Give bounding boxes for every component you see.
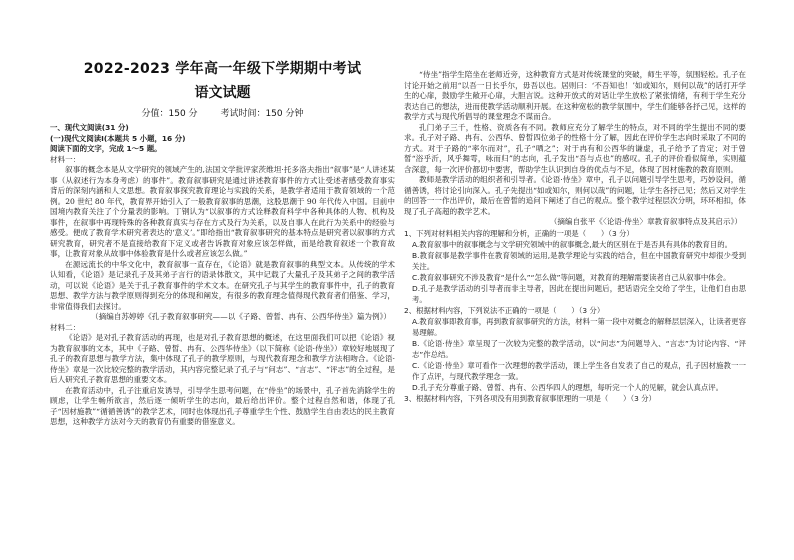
- question-2-option-b: B.《论语·侍坐》章呈现了一次较为完整的教学活动，以“问志”为问题导入、“言志”为讨论内容、“评志”作总结。: [412, 338, 746, 359]
- question-2-option-d: D.孔子充分尊重子路、曾皙、冉有、公西华四人的理想，每听完一个人的见解，就会认真点评。: [412, 382, 724, 392]
- left-column: [50, 0, 395, 560]
- subject-title: 语文试题: [194, 85, 251, 101]
- question-1-option-a: A.教育叙事中的叙事概念与文学研究领域中的叙事概念,最大的区别在于是否具有具体的教育目的。: [412, 239, 733, 249]
- right-paragraph: “侍坐”指学生陪坐在老师近旁，这种教育方式是对传统课堂的突破，师生平等，氛围轻松。孔子在讨论开始之前用“以吾一日长乎尔，毋吾以也。居则曰：‘不吾知也！’如或知尔，则何以哉”的话打开学生的心扉，鼓励学生敞开心扉，大胆言说。这种开放式的对话让学生放松了紧张情绪，有利于学生充分表达自己的想法，进而使教学活动顺利开展。在这种宽松的教学氛围中，学生们能够各抒己见，这样的教学方式与现代所倡导的课堂理念不谋而合。: [404, 70, 746, 121]
- material1-paragraph: 在源远流长的中华文化中，教育叙事一直存在，《论语》就是教育叙事的典型文本。从传统的学术认知看，《论语》是记录孔子及其弟子言行的语录体散文，其中记载了大量孔子及其弟子之间的教学活动，可以说《论语》是关于孔子教育事件的学术文本。在研究孔子与其学生的教育事件中，孔子的教育思想、教学方法与教学原则得到充分的体现和阐发，有很多的教育理念值得现代教育者们借鉴、学习，非常值得我们去探讨。: [50, 259, 395, 311]
- score-label: 分值：150 分: [141, 109, 198, 119]
- material1-label: 材料一：: [50, 154, 81, 164]
- material2-paragraph: 在教育活动中，孔子注重启发诱导，引导学生思考问题，在“侍坐”的场景中，孔子首先消除学生的顾虑，让学生畅所欲言，然后逐一倾听学生的志向，最后给出评价。整个过程自然和谐，体现了孔子“因材施教”“循循善诱”的教学艺术，同时也体现出孔子尊重学生个性、鼓励学生自由表达的民主教育思想，这种教学方法对今天的教育仍有重要的借鉴意义。: [50, 385, 395, 426]
- question-1-stem: 1、下列对材料相关内容的理解和分析，正确的一项是（ ）（3 分）: [404, 228, 634, 238]
- material2-label: 材料二：: [50, 322, 81, 332]
- instruction: 阅读下面的文字，完成 1～5 题。: [50, 144, 162, 153]
- section-heading: 一、现代文阅读(31 分): [50, 123, 129, 132]
- right-column: [404, 0, 746, 560]
- time-label: 考试时间：150 分钟: [220, 109, 304, 119]
- right-paragraph: 孔门弟子三千，性格、资质各有不同。教师应充分了解学生的特点，对不同的学生提出不同的要求。孔子对子路、冉有、公西华、曾皙四位弟子的性格十分了解，因此在评价学生志向时采取了不同的方式。对于子路的“率尔而对”，孔子“哂之”；对于冉有和公西华的谦虚，孔子给予了肯定；对于曾皙“浴乎沂，风乎舞雩，咏而归”的志向，孔子发出“吾与点也”的感叹。孔子的评价看似简单，实则蕴含深意，每一次评价都切中要害，帮助学生认识到自身的优点与不足，体现了因材施教的教育原则。: [404, 122, 746, 174]
- question-2-option-a: A.教育叙事即教育事，再到教育叙事研究的方法，材料一第一段中对概念的解释层层深入，让读者更容易理解。: [412, 316, 746, 337]
- question-2-option-c: C.《论语·侍坐》章可看作一次理想的教学活动，课上学生各自发表了自己的观点，孔子因材施教一一作了点评，与现代教学理念一致。: [412, 360, 746, 381]
- right-source: （摘编自张平《〈论语·侍坐〉章教育叙事特点及其启示》）: [549, 217, 742, 226]
- material1-source: （摘编自苏婷婷《孔子教育叙事研究——以《子路、曾皙、冉有、公西华侍坐》篇为例》）: [91, 312, 391, 321]
- right-body: [404, 70, 746, 404]
- question-3-stem: 3、根据材料内容，下列各项没有用到教育叙事原理的一项是（ ）（3 分）: [404, 393, 656, 403]
- exam-meta: [50, 106, 395, 119]
- question-1-option-b: B.教育叙事是教学事件在教育领域的运用,是教学理论与实践的结合，但在中国教育研究中却很少受到关注。: [412, 250, 746, 271]
- material2-paragraph: 《论语》是对孔子教育活动的再现，也是对孔子教育思想的概述，在这里面我们可以把《论语》视为教育叙事的文本，其中《子路、曾皙、冉有、公西华侍坐》（以下简称《论语·侍坐》）章较好地展现了孔子的教育思想与教学方法，集中体现了孔子的教学原则，与现代教育理念和教学方法相吻合。《论语·侍坐》章是一次比较完整的教学活动，其内容完整记录了孔子与“问志”、“言志”、“评志”的全过程，是后人研究孔子教育思想的重要文本。: [50, 333, 395, 384]
- question-2-stem: 2、根据材料内容，下列说法不正确的一项是（ ）（3 分）: [404, 305, 605, 315]
- right-paragraph: 教师是教学活动的组织者和引导者。《论语·侍坐》章中，孔子以问题引导学生思考，巧妙设问，循循善诱，将讨论引向深入。孔子先提出“如或知尔，则何以哉”的问题，让学生各抒己见；然后又对学生的回答一一作出评价，最后在曾皙的追问下阐述了自己的观点。整个教学过程层次分明，环环相扣，体现了孔子高超的教学艺术。: [404, 175, 746, 216]
- question-1-option-c: C.教育叙事研究不涉及教育“是什么”“怎么做”等问题，对教育的理解需要读者自己从叙事中体会。: [412, 272, 731, 282]
- question-1-option-d: D.孔子是教学活动的引导者而非主导者，因此在提出问题后，把话语完全交给了学生，让他们自由思考。: [412, 283, 746, 304]
- subsection-heading: (一)现代文阅读Ⅰ(本题共 5 小题，16 分): [50, 133, 186, 143]
- left-body: [50, 123, 395, 428]
- exam-title: 2022-2023 学年高一年级下学期期中考试: [83, 61, 362, 77]
- material1-paragraph: 叙事的概念本是从文学研究的领域产生的,法国文学批评家茨维坦·托多洛夫指出“叙事”是“人讲述某事（从叙述行为本身考虑）的事件”。教育叙事研究是通过讲述教育事件的方式让受述者感受教育事实背后的深刻内涵和人文思想。教育叙事探究教育理论与实践的关系，是教学者适用于教育领域的一个范例。20 世纪 80 年代，教育界开始引入了一般教育叙事的思潮，这股思潮于 90 年代传入中国。目前中国境内教育关注了个分量表的影响。丁钢认为“以叙事的方式诠释教育科学中各种具体的人物、机构及事件，在叙事中再现特殊的各种教育真实与存在方式及行为关系，以及自事人在此行为关系中的经验与感受。便成了教育学术研究者表达的‘意义’。”即给指出“教育叙事研究的基本特点是研究者以叙事的方式研究教育，研究者不是直接给教育下定义或者告诉教育对象应该怎样做，而是给教育叙述一个教育故事，让教育对象从故事中体验教育是什么或者应该怎么做。”: [50, 165, 395, 258]
